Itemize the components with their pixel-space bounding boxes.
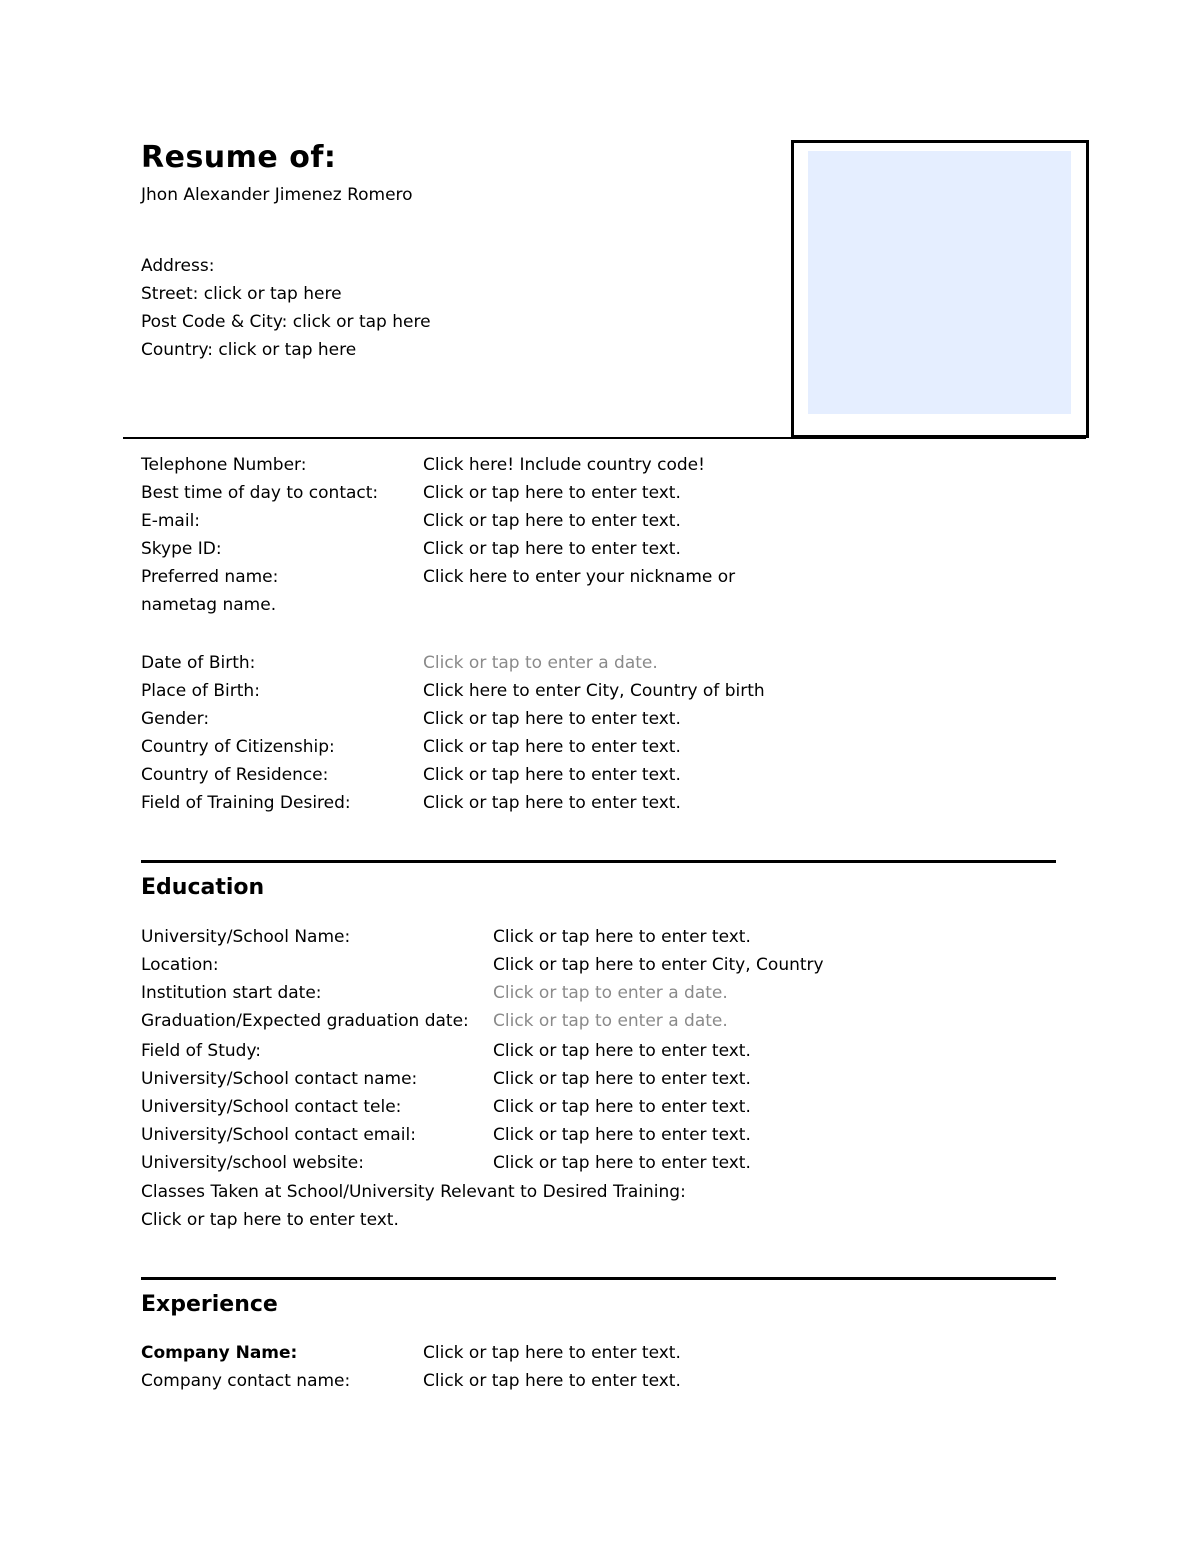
field-label: Country of Residence:: [141, 765, 329, 785]
preferred-name-wrap-text[interactable]: nametag name.: [141, 595, 277, 615]
residence-field[interactable]: Click or tap here to enter text.: [423, 765, 681, 785]
classes-field[interactable]: Click or tap here to enter text.: [141, 1210, 399, 1230]
photo-placeholder[interactable]: [791, 140, 1089, 438]
company-contact-field[interactable]: Click or tap here to enter text.: [423, 1371, 681, 1391]
gender-field[interactable]: Click or tap here to enter text.: [423, 709, 681, 729]
field-label: Preferred name:: [141, 567, 279, 587]
birth-place-field[interactable]: Click here to enter City, Country of birth: [423, 681, 765, 701]
field-label: Field of Training Desired:: [141, 793, 351, 813]
experience-heading: Experience: [141, 1292, 278, 1317]
header-divider: [123, 437, 1086, 439]
email-field[interactable]: Click or tap here to enter text.: [423, 511, 681, 531]
field-label: Company contact name:: [141, 1371, 351, 1391]
page-title: Resume of:: [141, 140, 337, 175]
field-label: University/School contact name:: [141, 1069, 418, 1089]
address-post-city[interactable]: Post Code & City: click or tap here: [141, 312, 431, 332]
company-name-field[interactable]: Click or tap here to enter text.: [423, 1343, 681, 1363]
preferred-name-field[interactable]: Click here to enter your nickname or: [423, 567, 736, 587]
contact-time-field[interactable]: Click or tap here to enter text.: [423, 483, 681, 503]
school-website-field[interactable]: Click or tap here to enter text.: [493, 1153, 751, 1173]
address-country[interactable]: Country: click or tap here: [141, 340, 357, 360]
field-label: Telephone Number:: [141, 455, 307, 475]
field-of-study-field[interactable]: Click or tap here to enter text.: [493, 1041, 751, 1061]
birth-date-field[interactable]: Click or tap to enter a date.: [423, 653, 658, 673]
field-label: Field of Study:: [141, 1041, 262, 1061]
school-location-field[interactable]: Click or tap here to enter City, Country: [493, 955, 824, 975]
field-label: Skype ID:: [141, 539, 222, 559]
field-label: Institution start date:: [141, 983, 322, 1003]
field-label: Date of Birth:: [141, 653, 256, 673]
start-date-field[interactable]: Click or tap to enter a date.: [493, 983, 728, 1003]
field-label: Place of Birth:: [141, 681, 260, 701]
field-label: Company Name:: [141, 1343, 298, 1363]
field-label: University/School Name:: [141, 927, 351, 947]
field-label: Location:: [141, 955, 219, 975]
photo-area[interactable]: [808, 151, 1071, 414]
field-label: Gender:: [141, 709, 210, 729]
field-label: University/school website:: [141, 1153, 364, 1173]
field-label: Best time of day to contact:: [141, 483, 379, 503]
field-label: E-mail:: [141, 511, 201, 531]
education-divider: [141, 860, 1056, 863]
citizenship-field[interactable]: Click or tap here to enter text.: [423, 737, 681, 757]
address-street[interactable]: Street: click or tap here: [141, 284, 342, 304]
address-heading: Address:: [141, 256, 215, 276]
field-label: Country of Citizenship:: [141, 737, 335, 757]
school-contact-email-field[interactable]: Click or tap here to enter text.: [493, 1125, 751, 1145]
field-label: Graduation/Expected graduation date:: [141, 1011, 469, 1031]
education-heading: Education: [141, 875, 265, 900]
field-label: University/School contact email:: [141, 1125, 416, 1145]
graduation-date-field[interactable]: Click or tap to enter a date.: [493, 1011, 728, 1031]
applicant-name[interactable]: Jhon Alexander Jimenez Romero: [141, 185, 413, 205]
experience-divider: [141, 1277, 1056, 1280]
training-field[interactable]: Click or tap here to enter text.: [423, 793, 681, 813]
school-name-field[interactable]: Click or tap here to enter text.: [493, 927, 751, 947]
school-contact-name-field[interactable]: Click or tap here to enter text.: [493, 1069, 751, 1089]
telephone-field[interactable]: Click here! Include country code!: [423, 455, 705, 475]
school-contact-tele-field[interactable]: Click or tap here to enter text.: [493, 1097, 751, 1117]
field-label: University/School contact tele:: [141, 1097, 402, 1117]
skype-field[interactable]: Click or tap here to enter text.: [423, 539, 681, 559]
field-label: Classes Taken at School/University Relevant to Desired Training:: [141, 1182, 686, 1202]
